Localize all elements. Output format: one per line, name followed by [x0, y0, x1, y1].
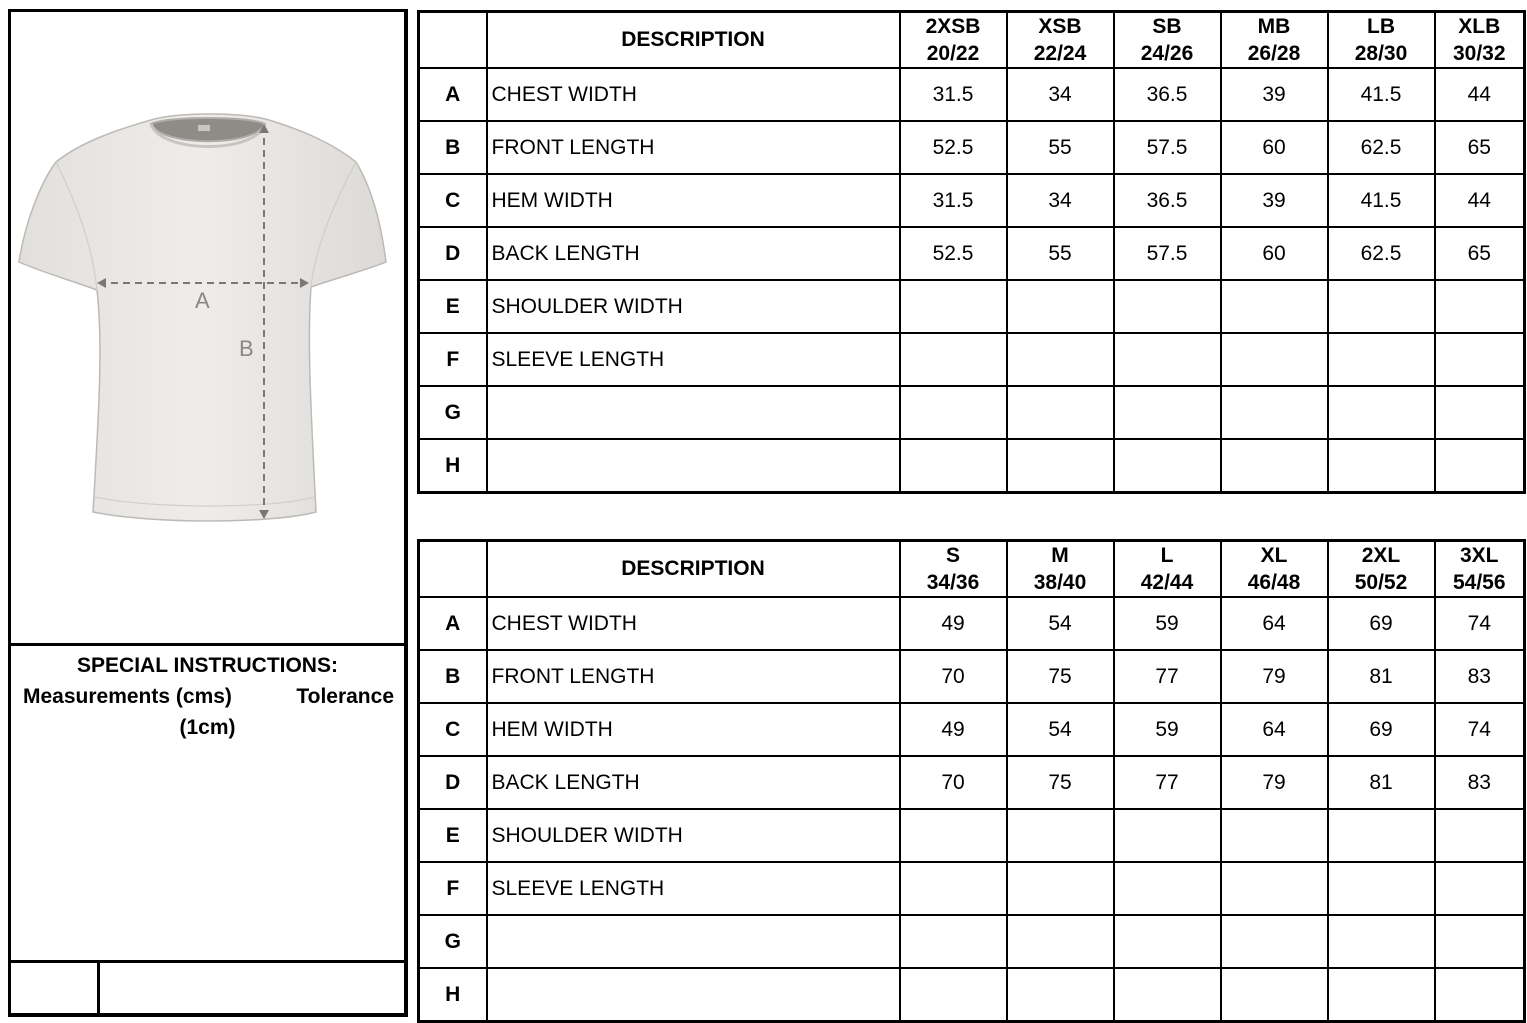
table-row	[419, 280, 1525, 333]
row-letter: D	[419, 227, 487, 280]
row-value: 36.5	[1114, 174, 1221, 227]
row-description: FRONT LENGTH	[487, 650, 900, 703]
row-letter: C	[419, 703, 487, 756]
row-description	[487, 439, 900, 493]
row-value: 81	[1328, 756, 1435, 809]
row-value: 60	[1221, 121, 1328, 174]
label-b: B	[239, 336, 254, 361]
table-row	[419, 756, 1525, 809]
row-value: 65	[1435, 227, 1525, 280]
row-value	[900, 862, 1007, 915]
row-letter: D	[419, 756, 487, 809]
row-value: 65	[1435, 121, 1525, 174]
row-value	[1435, 280, 1525, 333]
row-value	[1114, 439, 1221, 493]
row-letter: H	[419, 968, 487, 1022]
row-value	[1221, 809, 1328, 862]
row-letter: G	[419, 915, 487, 968]
row-value: 64	[1221, 597, 1328, 650]
header-size: M 38/40	[1007, 541, 1114, 598]
row-value: 59	[1114, 597, 1221, 650]
row-value	[1114, 333, 1221, 386]
row-description: HEM WIDTH	[487, 174, 900, 227]
row-value: 70	[900, 650, 1007, 703]
row-value	[1007, 439, 1114, 493]
table-row	[419, 650, 1525, 703]
table-row	[419, 121, 1525, 174]
table-header-row	[419, 541, 1525, 598]
row-value	[1435, 333, 1525, 386]
row-value: 41.5	[1328, 174, 1435, 227]
row-description: FRONT LENGTH	[487, 121, 900, 174]
table-row	[419, 386, 1525, 439]
row-value: 79	[1221, 650, 1328, 703]
table-row	[419, 439, 1525, 493]
row-value: 44	[1435, 174, 1525, 227]
row-letter: B	[419, 650, 487, 703]
table-row	[419, 68, 1525, 121]
row-value	[1007, 862, 1114, 915]
row-value: 81	[1328, 650, 1435, 703]
row-value: 52.5	[900, 121, 1007, 174]
row-value: 49	[900, 597, 1007, 650]
row-value	[1007, 809, 1114, 862]
row-value	[1221, 862, 1328, 915]
row-value: 34	[1007, 174, 1114, 227]
row-value: 69	[1328, 597, 1435, 650]
table-row	[419, 809, 1525, 862]
row-value	[1007, 280, 1114, 333]
row-value	[1221, 386, 1328, 439]
instructions-tolerance: Tolerance	[296, 685, 394, 708]
row-value: 57.5	[1114, 121, 1221, 174]
table-row	[419, 703, 1525, 756]
row-value	[1435, 809, 1525, 862]
row-value: 79	[1221, 756, 1328, 809]
row-value: 31.5	[900, 174, 1007, 227]
header-size: S 34/36	[900, 541, 1007, 598]
row-value: 83	[1435, 650, 1525, 703]
row-value	[1328, 915, 1435, 968]
row-letter: E	[419, 809, 487, 862]
row-value: 41.5	[1328, 68, 1435, 121]
row-letter: A	[419, 68, 487, 121]
row-value: 74	[1435, 703, 1525, 756]
header-size: XSB 22/24	[1007, 12, 1114, 69]
table-row	[419, 333, 1525, 386]
row-value	[1328, 439, 1435, 493]
row-description	[487, 386, 900, 439]
special-instructions	[11, 648, 404, 963]
row-value	[1007, 386, 1114, 439]
left-panel	[8, 9, 408, 1017]
header-description: DESCRIPTION	[487, 12, 900, 69]
row-value	[1114, 968, 1221, 1022]
row-value	[1221, 439, 1328, 493]
header-letter	[419, 541, 487, 598]
row-value	[1007, 968, 1114, 1022]
row-value	[900, 386, 1007, 439]
row-description	[487, 968, 900, 1022]
row-description: CHEST WIDTH	[487, 597, 900, 650]
header-letter	[419, 12, 487, 69]
row-value: 34	[1007, 68, 1114, 121]
row-value: 75	[1007, 756, 1114, 809]
row-letter: A	[419, 597, 487, 650]
table-row	[419, 968, 1525, 1022]
row-value: 57.5	[1114, 227, 1221, 280]
header-size: 2XL 50/52	[1328, 541, 1435, 598]
label-a: A	[195, 288, 210, 313]
row-value	[1435, 439, 1525, 493]
row-description: SHOULDER WIDTH	[487, 809, 900, 862]
table-row	[419, 862, 1525, 915]
row-value: 60	[1221, 227, 1328, 280]
size-table-adult	[417, 539, 1526, 1023]
tshirt-measurement-diagram	[11, 12, 405, 646]
table-row	[419, 915, 1525, 968]
row-value	[1007, 915, 1114, 968]
row-value: 36.5	[1114, 68, 1221, 121]
row-value	[1435, 862, 1525, 915]
row-value: 77	[1114, 650, 1221, 703]
row-value	[1221, 968, 1328, 1022]
row-value: 69	[1328, 703, 1435, 756]
row-value: 39	[1221, 68, 1328, 121]
row-value	[1221, 280, 1328, 333]
instructions-tolerance-value: (1cm)	[179, 716, 236, 739]
header-size: MB 26/28	[1221, 12, 1328, 69]
row-value: 62.5	[1328, 121, 1435, 174]
row-value	[1328, 809, 1435, 862]
row-description: HEM WIDTH	[487, 703, 900, 756]
row-value: 55	[1007, 121, 1114, 174]
row-letter: C	[419, 174, 487, 227]
row-description: BACK LENGTH	[487, 756, 900, 809]
row-value	[1007, 333, 1114, 386]
row-letter: H	[419, 439, 487, 493]
row-value	[1114, 862, 1221, 915]
row-description: CHEST WIDTH	[487, 68, 900, 121]
row-value: 49	[900, 703, 1007, 756]
row-value	[1114, 280, 1221, 333]
header-size: LB 28/30	[1328, 12, 1435, 69]
table-row	[419, 227, 1525, 280]
row-value	[1114, 809, 1221, 862]
row-letter: F	[419, 333, 487, 386]
row-value	[1114, 915, 1221, 968]
row-description: SLEEVE LENGTH	[487, 333, 900, 386]
row-value	[900, 439, 1007, 493]
row-value	[900, 809, 1007, 862]
row-value: 59	[1114, 703, 1221, 756]
row-value	[1328, 386, 1435, 439]
instructions-title: SPECIAL INSTRUCTIONS:	[77, 654, 338, 677]
row-value	[1328, 862, 1435, 915]
row-value: 77	[1114, 756, 1221, 809]
row-value: 70	[900, 756, 1007, 809]
row-value	[900, 968, 1007, 1022]
row-letter: B	[419, 121, 487, 174]
row-description: SLEEVE LENGTH	[487, 862, 900, 915]
row-description: SHOULDER WIDTH	[487, 280, 900, 333]
instructions-measurements: Measurements (cms)	[23, 685, 232, 708]
row-letter: F	[419, 862, 487, 915]
table-header-row	[419, 12, 1525, 69]
row-value	[1435, 915, 1525, 968]
row-value	[900, 915, 1007, 968]
row-value: 54	[1007, 703, 1114, 756]
row-value	[1221, 333, 1328, 386]
header-size: 3XL 54/56	[1435, 541, 1525, 598]
row-value: 64	[1221, 703, 1328, 756]
garment-image-area	[11, 12, 404, 646]
table-row	[419, 174, 1525, 227]
row-description	[487, 915, 900, 968]
row-value	[1221, 915, 1328, 968]
row-value: 83	[1435, 756, 1525, 809]
header-size: XLB 30/32	[1435, 12, 1525, 69]
row-value: 62.5	[1328, 227, 1435, 280]
header-size: XL 46/48	[1221, 541, 1328, 598]
row-description: BACK LENGTH	[487, 227, 900, 280]
row-value: 52.5	[900, 227, 1007, 280]
row-value: 75	[1007, 650, 1114, 703]
header-size: SB 24/26	[1114, 12, 1221, 69]
row-letter: E	[419, 280, 487, 333]
footer-box	[11, 963, 404, 1013]
row-value	[1435, 386, 1525, 439]
row-value: 55	[1007, 227, 1114, 280]
footer-divider	[97, 963, 100, 1013]
row-value: 54	[1007, 597, 1114, 650]
table-row	[419, 597, 1525, 650]
row-value	[1435, 968, 1525, 1022]
header-size: 2XSB 20/22	[900, 12, 1007, 69]
header-description: DESCRIPTION	[487, 541, 900, 598]
row-value	[1328, 968, 1435, 1022]
row-value	[900, 333, 1007, 386]
row-value	[900, 280, 1007, 333]
row-value: 44	[1435, 68, 1525, 121]
tshirt-shape	[19, 114, 386, 521]
row-value	[1114, 386, 1221, 439]
row-value: 31.5	[900, 68, 1007, 121]
row-value	[1328, 333, 1435, 386]
row-value: 39	[1221, 174, 1328, 227]
size-table-boys	[417, 10, 1526, 494]
header-size: L 42/44	[1114, 541, 1221, 598]
row-letter: G	[419, 386, 487, 439]
row-value: 74	[1435, 597, 1525, 650]
row-value	[1328, 280, 1435, 333]
